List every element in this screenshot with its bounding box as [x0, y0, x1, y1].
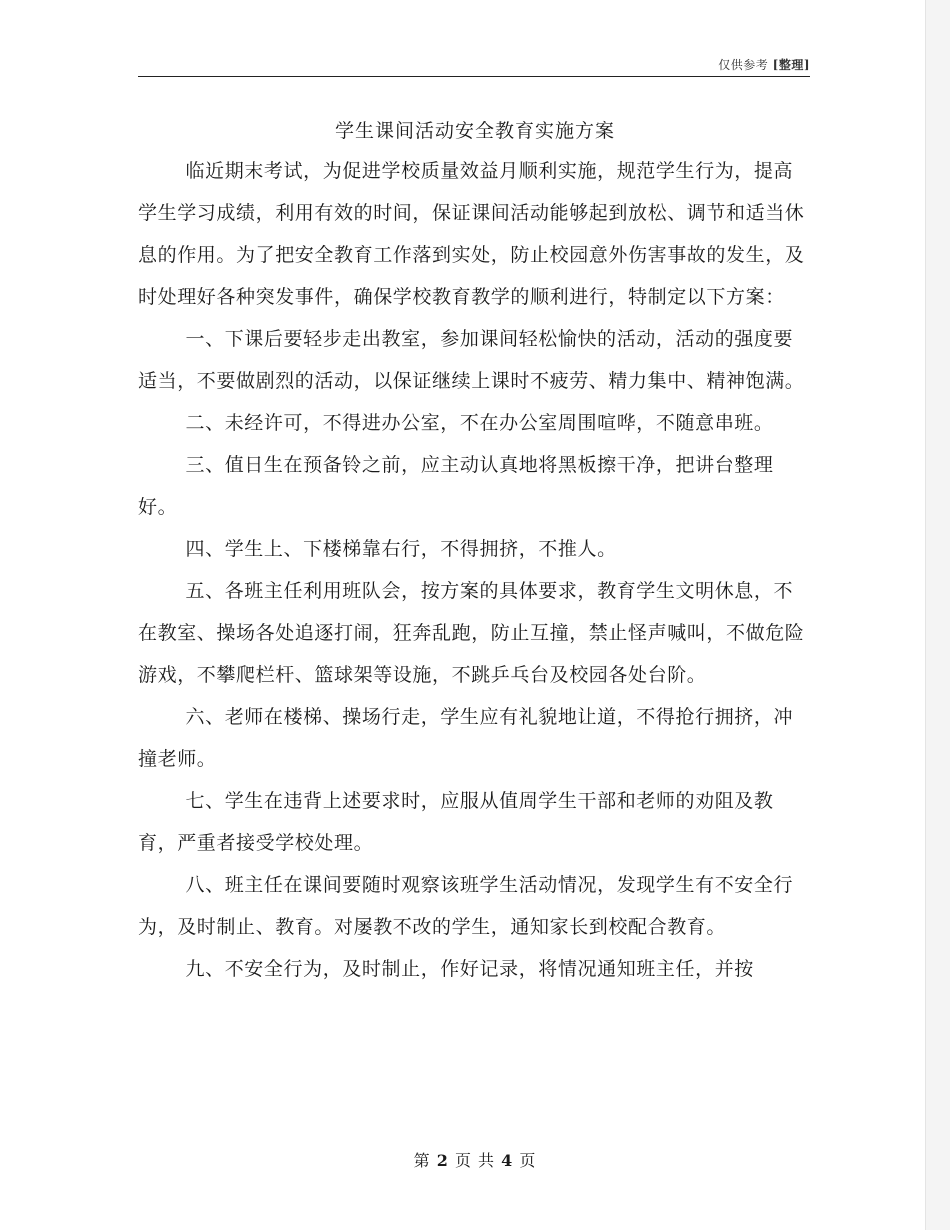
paragraph-item-3: 三、值日生在预备铃之前，应主动认真地将黑板擦干净，把讲台整理好。: [138, 454, 774, 518]
paragraph-item-6: 六、老师在楼梯、操场行走，学生应有礼貌地让道，不得抢行拥挤，冲撞老师。: [138, 706, 794, 770]
paragraph-item-2: 二、未经许可，不得进办公室，不在办公室周围喧哗，不随意串班。: [185, 412, 774, 434]
footer-suffix: 页: [519, 1151, 537, 1170]
footer-middle: 页 共: [454, 1151, 496, 1170]
paragraph-item-4: 四、学生上、下楼梯靠右行，不得拥挤，不推人。: [185, 538, 617, 560]
footer-current-page: 2: [436, 1151, 449, 1170]
paragraph-item-5: 五、各班主任利用班队会，按方案的具体要求，教育学生文明休息，不在教室、操场各处追逐打闹，狂奔乱跑，防止互撞，禁止怪声喊叫，不做危险游戏，不攀爬栏杆、篮球架等设施，不跳乒乓台及校园各处台阶。: [138, 580, 805, 686]
paragraph-item-1: 一、下课后要轻步走出教室，参加课间轻松愉快的活动，活动的强度要适当，不要做剧烈的活动，以保证继续上课时不疲劳、精力集中、精神饱满。: [138, 328, 805, 392]
viewer-background: [926, 0, 950, 1230]
header-divider: [138, 76, 810, 77]
paragraph-intro: 临近期末考试，为促进学校质量效益月顺利实施，规范学生行为，提高学生学习成绩，利用有效的时间，保证课间活动能够起到放松、调节和适当休息的作用。为了把安全教育工作落到实处，防止校园意外伤害事故的发生，及时处理好各种突发事件，确保学校教育教学的顺利进行，特制定以下方案：: [138, 160, 805, 308]
footer-prefix: 第: [413, 1151, 431, 1170]
paragraph-item-8: 八、班主任在课间要随时观察该班学生活动情况，发现学生有不安全行为，及时制止、教育。对屡教不改的学生，通知家长到校配合教育。: [138, 874, 794, 938]
footer-total-pages: 4: [501, 1151, 514, 1170]
paragraph-item-9: 九、不安全行为，及时制止，作好记录，将情况通知班主任，并按: [185, 958, 754, 980]
page-footer: [0, 1148, 950, 1171]
document-title: 学生课间活动安全教育实施方案: [334, 120, 615, 142]
header-tag: [718, 56, 810, 73]
header-bracket-text: [整理]: [772, 58, 810, 72]
header-tag-text: 仅供参考: [718, 58, 769, 72]
document-body: [138, 150, 806, 990]
paragraph-item-7: 七、学生在违背上述要求时，应服从值周学生干部和老师的劝阻及教育，严重者接受学校处理。: [138, 790, 774, 854]
